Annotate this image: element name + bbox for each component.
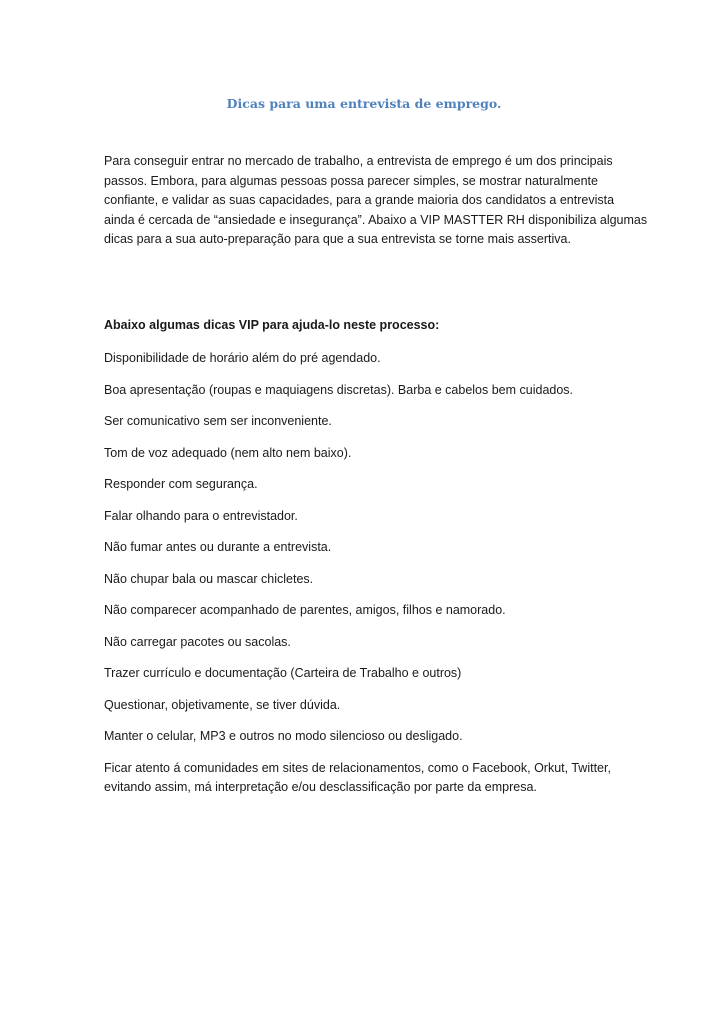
tip-item: Responder com segurança.: [104, 477, 258, 491]
intro-line: Para conseguir entrar no mercado de trabalho, a entrevista de emprego é um dos principais: [104, 154, 613, 168]
tip-item: Questionar, objetivamente, se tiver dúvida.: [104, 697, 341, 712]
intro-line: passos. Embora, para algumas pessoas possa parecer simples, se mostrar naturalmente: [104, 173, 598, 188]
tip-item: Disponibilidade de horário além do pré agendado.: [104, 351, 381, 365]
intro-line: dicas para a sua auto-preparação para que a sua entrevista se torne mais assertiva.: [104, 232, 571, 246]
tip-item: Não fumar antes ou durante a entrevista.: [104, 540, 332, 554]
tip-item: Tom de voz adequado (nem alto nem baixo).: [104, 445, 352, 460]
tip-item: Não carregar pacotes ou sacolas.: [104, 634, 291, 649]
intro-line: confiante, e validar as suas capacidades, para a grande maioria dos candidatos a entrevista: [104, 193, 615, 207]
tip-item: Boa apresentação (roupas e maquiagens discretas). Barba e cabelos bem cuidados.: [104, 382, 574, 397]
tip-item: Não comparecer acompanhado de parentes, amigos, filhos e namorado.: [104, 603, 506, 617]
tip-item: Falar olhando para o entrevistador.: [104, 508, 298, 523]
tip-item-last: [104, 759, 644, 797]
tip-item: Não chupar bala ou mascar chicletes.: [104, 571, 314, 586]
intro-paragraph: [104, 152, 648, 250]
tips-subheading: Abaixo algumas dicas VIP para ajuda-lo neste processo:: [104, 318, 440, 332]
tip-item: Manter o celular, MP3 e outros no modo silencioso ou desligado.: [104, 729, 463, 743]
tip-line: evitando assim, má interpretação e/ou desclassificação por parte da empresa.: [104, 779, 537, 794]
tip-line: Ficar atento á comunidades em sites de relacionamentos, como o Facebook, Orkut, Twitter,: [104, 760, 611, 775]
intro-line: ainda é cercada de “ansiedade e insegurança”. Abaixo a VIP MASTTER RH disponibiliza algumas: [104, 212, 648, 227]
tip-item: Trazer currículo e documentação (Carteira de Trabalho e outros): [104, 666, 462, 680]
document-title: Dicas para uma entrevista de emprego.: [226, 96, 502, 111]
tips-list: [104, 349, 644, 797]
tip-item: Ser comunicativo sem ser inconveniente.: [104, 414, 332, 428]
